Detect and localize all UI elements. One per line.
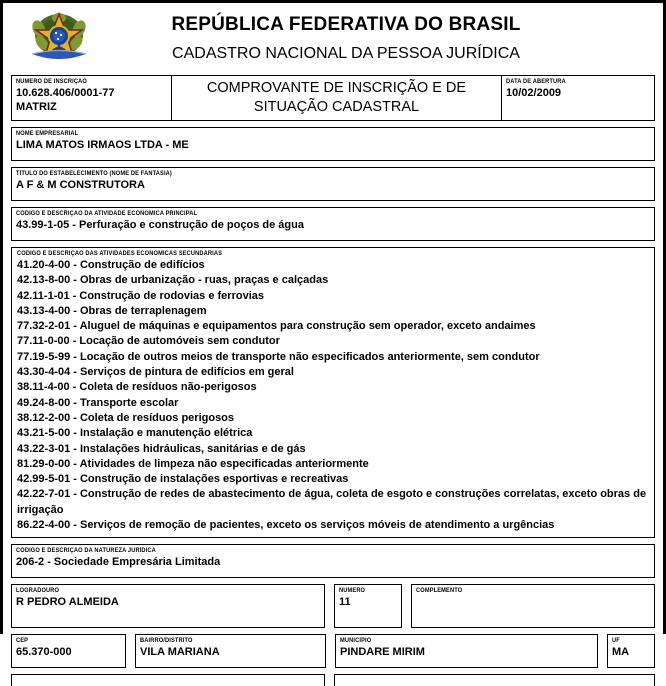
primary-activity-value: 43.99-1-05 - Perfuração e construção de poços de água [16,219,304,231]
primary-activity-caption: CÓDIGO E DESCRIÇÃO DA ATIVIDADE ECONÔMICA PRINCIPAL [16,210,198,217]
secondary-activities-caption: CÓDIGO E DESCRIÇÃO DAS ATIVIDADES ECONÔMICAS SECUNDÁRIAS [17,250,223,257]
stub-field-right [334,674,655,686]
secondary-activity-item: 42.99-5-01 - Construção de instalações esportivas e recreativas [17,473,349,486]
primary-activity-field [11,207,655,241]
secondary-activity-item: 41.20-4-00 - Construção de edifícios [17,259,205,271]
emblem-container [11,9,107,71]
number-value: 11 [339,596,351,609]
secondary-activity-item: 38.11-4-00 - Coleta de resíduos não-perigosos [17,381,257,394]
trade-name-field [11,167,655,201]
number-caption: NÚMERO [339,587,366,595]
inscription-number-value: 10.628.406/0001-77 [16,87,115,99]
header-titles [107,11,655,69]
complement-caption: COMPLEMENTO [416,587,463,595]
district-value: VILA MARIANA [140,646,220,659]
city-caption: MUNICÍPIO [340,637,372,645]
secondary-activities-list [17,258,649,533]
secondary-activity-item: 42.13-8-00 - Obras de urbanização - ruas, praças e calçadas [17,274,329,287]
inscription-band [11,75,655,121]
secondary-activity-item: 43.21-5-00 - Instalação e manutenção elétrica [17,427,253,440]
secondary-activity-item: 49.24-8-00 - Transporte escolar [17,396,179,409]
district-field [135,634,326,668]
secondary-activity-item: 43.13-4-00 - Obras de terraplenagem [17,304,207,317]
secondary-activity-item: 43.22-3-01 - Instalações hidráulicas, sanitárias e de gás [17,442,306,455]
street-field [11,584,325,628]
opening-date-value: 10/02/2009 [506,87,562,99]
district-caption: BAIRRO/DISTRITO [140,637,193,645]
secondary-activity-item: 77.11-0-00 - Locação de automóveis sem condutor [17,335,280,348]
secondary-activity-item: 77.19-5-99 - Locação de outros meios de transporte não especificados anteriormente, sem condutor [17,350,540,363]
state-field [607,634,655,668]
document-header [11,3,655,75]
inscription-type-value: MATRIZ [16,101,57,113]
opening-date-caption: DATA DE ABERTURA [506,78,566,85]
street-value: R PEDRO ALMEIDA [16,596,119,609]
number-field [334,584,402,628]
address-row-city [11,634,655,668]
company-name-value: LIMA MATOS IRMAOS LTDA - ME [16,139,189,151]
legal-nature-field [11,544,655,578]
state-caption: UF [612,637,620,645]
zip-value: 65.370-000 [16,646,72,659]
address-row-street [11,584,655,628]
company-name-field [11,127,655,161]
inscription-number-field [12,76,172,120]
secondary-activity-item: 38.12-2-00 - Coleta de resíduos perigosos [17,411,235,424]
legal-nature-value: 206-2 - Sociedade Empresária Limitada [16,556,221,569]
stub-field-left [11,674,325,686]
next-section-stub [11,674,655,686]
inscription-number-caption: NÚMERO DE INSCRIÇÃO [16,78,87,85]
secondary-activity-item: 43.30-4-04 - Serviços de pintura de edifícios em geral [17,366,294,379]
company-name-caption: NOME EMPRESARIAL [16,130,79,137]
secondary-activities-field [11,247,655,538]
registry-title: CADASTRO NACIONAL DA PESSOA JURÍDICA [172,45,520,62]
city-field [335,634,598,668]
trade-name-caption: TÍTULO DO ESTABELECIMENTO (NOME DE FANTASIA) [16,170,172,177]
secondary-activity-item: 81.29-0-00 - Atividades de limpeza não especificadas anteriormente [17,457,369,470]
city-value: PINDARE MIRIM [340,646,425,659]
zip-caption: CEP [16,637,29,645]
brazil-coat-of-arms-icon [28,9,90,71]
opening-date-field [502,76,654,120]
complement-field [411,584,655,628]
secondary-activity-item: 77.32-2-01 - Aluguel de máquinas e equipamentos para construção sem operador, exceto andaimes [17,320,536,333]
document-title: COMPROVANTE DE INSCRIÇÃO E DE SITUAÇÃO CADASTRAL [172,76,502,120]
republic-title: REPÚBLICA FEDERATIVA DO BRASIL [171,14,521,35]
zip-field [11,634,126,668]
state-value: MA [612,646,630,659]
secondary-activity-item: 86.22-4-00 - Serviços de remoção de pacientes, exceto os serviços móveis de atendimento a urgências [17,519,555,532]
secondary-activity-item: 42.11-1-01 - Construção de rodovias e ferrovias [17,289,264,302]
secondary-activity-item: 42.22-7-01 - Construção de redes de abastecimento de água, coleta de esgoto e construções correlatas, exceto obras de irrigação [17,488,647,516]
trade-name-value: A F & M CONSTRUTORA [16,179,145,191]
street-caption: LOGRADOURO [16,587,60,595]
legal-nature-caption: CÓDIGO E DESCRIÇÃO DA NATUREZA JURÍDICA [16,547,156,555]
